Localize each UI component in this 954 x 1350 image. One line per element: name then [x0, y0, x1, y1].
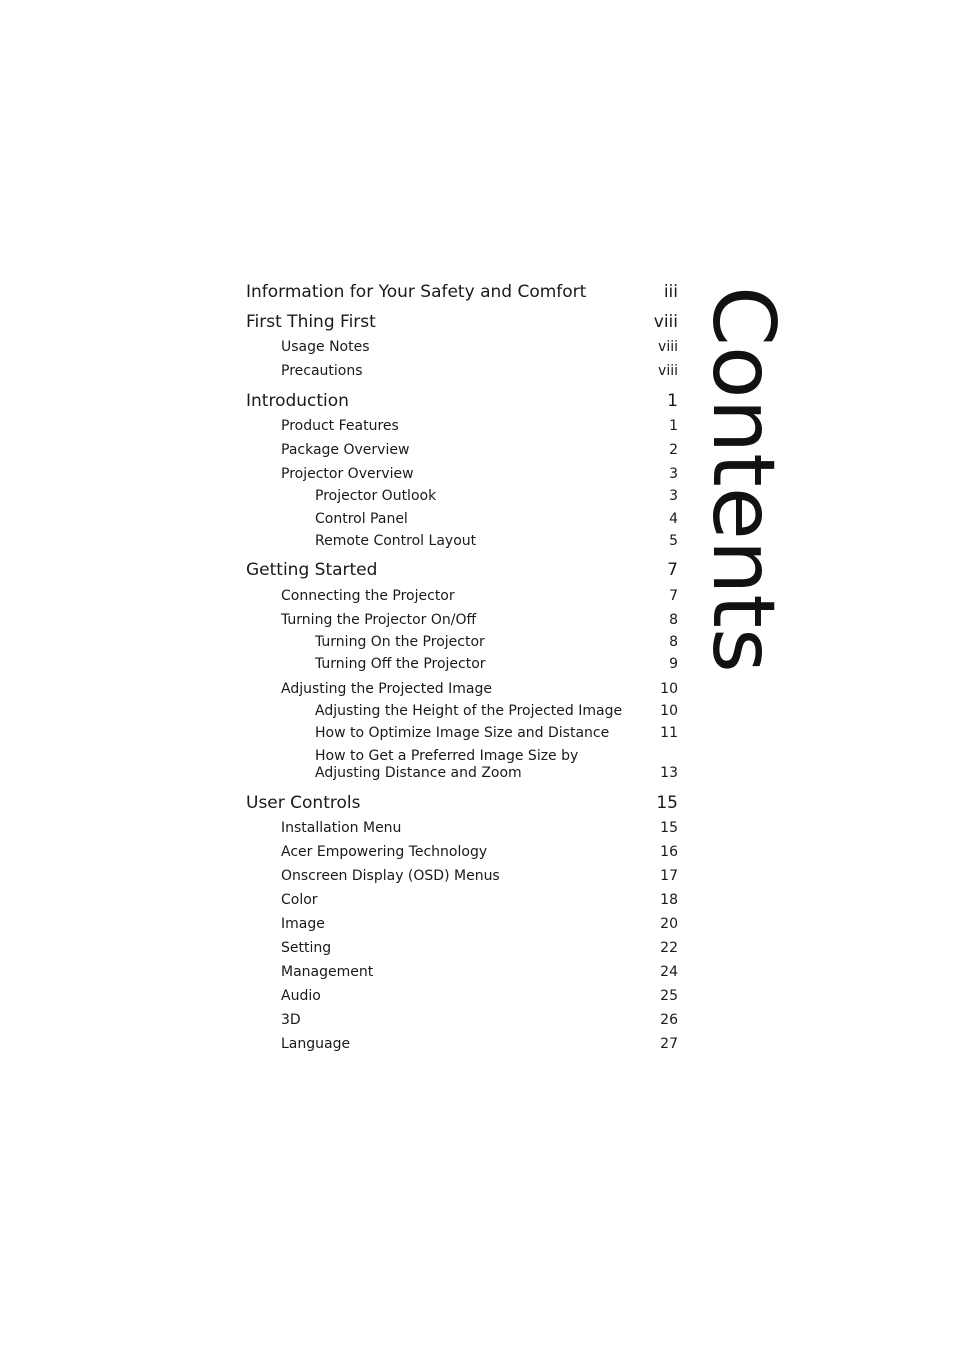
toc-entry-page-number: 10: [660, 703, 678, 719]
toc-entry-page-number: 1: [669, 418, 678, 434]
toc-entry-title: Adjusting the Height of the Projected Image: [315, 703, 623, 719]
toc-entry-title-line2: Adjusting Distance and Zoom: [315, 765, 522, 781]
toc-entry-page-number: 25: [660, 988, 678, 1004]
toc-entry-page-number: 5: [669, 533, 678, 549]
toc-entry-page-number: viii: [653, 312, 678, 332]
toc-entry-title: 3D: [281, 1012, 301, 1028]
toc-entry-page-number: 10: [660, 681, 678, 697]
toc-entry-page-number: 20: [660, 916, 678, 932]
toc-entry-title: Connecting the Projector: [281, 588, 455, 604]
toc-entry-title-line1: How to Get a Preferred Image Size by: [315, 748, 579, 764]
toc-entry-title: User Controls: [246, 793, 361, 813]
toc-entry-title: Information for Your Safety and Comfort: [246, 282, 587, 302]
toc-entry-page-number: 1: [667, 391, 678, 411]
toc-entry-page-number: 7: [667, 560, 678, 580]
toc-entry-page-number: viii: [658, 363, 678, 379]
toc-entry-title: Product Features: [281, 418, 399, 434]
toc-entry-title: How to Optimize Image Size and Distance: [315, 725, 610, 741]
toc-entry-title: Getting Started: [246, 560, 378, 580]
toc-entry-page-number: 3: [669, 488, 678, 504]
toc-entry-page-number: 15: [660, 820, 678, 836]
toc-entry-page-number: viii: [658, 339, 678, 355]
contents-heading: Contents: [693, 286, 793, 673]
toc-entry-title: Color: [281, 892, 318, 908]
toc-entry-page-number: iii: [663, 282, 678, 302]
toc-entry-page-number: 2: [669, 442, 678, 458]
toc-entry-page-number: 22: [660, 940, 678, 956]
toc-entry-title: Projector Outlook: [315, 488, 437, 504]
toc-entry-page-number: 8: [669, 634, 678, 650]
toc-entry-page-number: 8: [669, 612, 678, 628]
toc-entry-page-number: 18: [660, 892, 678, 908]
toc-entry-title: Management: [281, 964, 374, 980]
toc-entry-title: Audio: [281, 988, 321, 1004]
toc-entry-page-number: 4: [669, 511, 678, 527]
toc-entry-page-number: 26: [660, 1012, 678, 1028]
toc-entry-page-number: 15: [656, 793, 678, 813]
toc-entry-page-number: 3: [669, 466, 678, 482]
toc-entry-title: Turning On the Projector: [315, 634, 485, 650]
toc-entry-page-number: 24: [660, 964, 678, 980]
toc-entry-title: Onscreen Display (OSD) Menus: [281, 868, 500, 884]
toc-entry-title: Language: [281, 1036, 351, 1052]
toc-entry-page-number: 13: [660, 765, 678, 781]
toc-entry-page-number: 27: [660, 1036, 678, 1052]
toc-entry-title: Introduction: [246, 391, 349, 411]
toc-entry-title: Acer Empowering Technology: [281, 844, 488, 860]
toc-entry-page-number: 16: [660, 844, 678, 860]
toc-entry-title: Remote Control Layout: [315, 533, 477, 549]
toc-entry-title: Turning the Projector On/Off: [281, 612, 477, 628]
toc-entry-title: Control Panel: [315, 511, 408, 527]
toc-entry-title: Setting: [281, 940, 332, 956]
toc-entry-title: Usage Notes: [281, 339, 370, 355]
toc-entry-title: Adjusting the Projected Image: [281, 681, 492, 697]
toc-entry-title: Projector Overview: [281, 466, 414, 482]
toc-entry-title: Turning Off the Projector: [315, 656, 486, 672]
toc-entry-title: Precautions: [281, 363, 363, 379]
toc-entry-title: Package Overview: [281, 442, 410, 458]
toc-entry-page-number: 7: [669, 588, 678, 604]
toc-entry-title: First Thing First: [246, 312, 376, 332]
toc-entry-title: [315, 748, 578, 782]
toc-entry-page-number: 9: [669, 656, 678, 672]
toc-entry-title: Image: [281, 916, 325, 932]
toc-entry-title: Installation Menu: [281, 820, 402, 836]
toc-entry-page-number: 11: [660, 725, 678, 741]
toc-entry-page-number: 17: [660, 868, 678, 884]
